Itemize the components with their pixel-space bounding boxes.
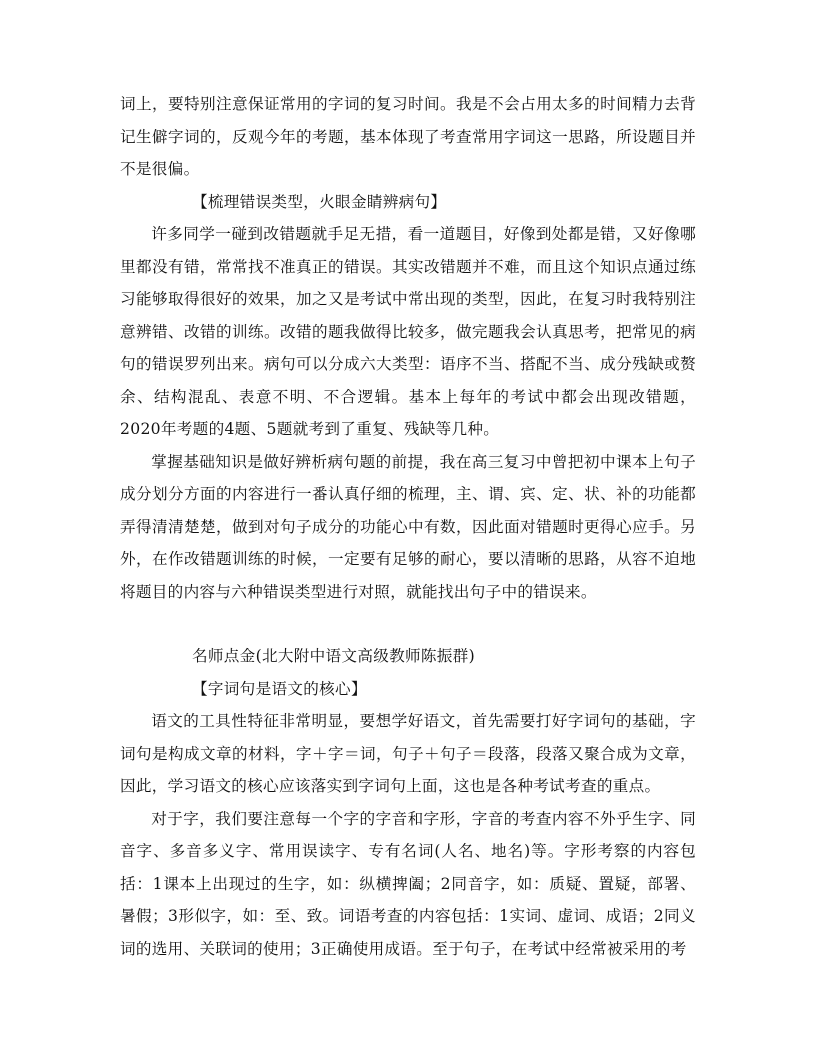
paragraph-2: 许多同学一碰到改错题就手足无措，看一道题目，好像到处都是错，又好像哪里都没有错，常常找不准真正的错误。其实改错题并不难，而且这个知识点通过练习能够取得很好的效果，加之又是考试中常出现的类型，因此，在复习时我特别注意辨错、改错的训练。改错的题我做得比较多，做完题我会认真思考，把常见的病句的错误罗列出来。病句可以分成六大类型：语序不当、搭配不当、成分残缺或赘余、结构混乱、表意不明、不合逻辑。基本上每年的考试中都会出现改错题，2020年考题的4题、5题就考到了重复、残缺等几种。 bbox=[120, 225, 696, 438]
section-heading-teacher-advice: 名师点金(北大附中语文高级教师陈振群) bbox=[192, 647, 475, 665]
section-heading-sentence-errors: 【梳理错误类型，火眼金睛辨病句】 bbox=[192, 192, 447, 211]
paragraph-4: 语文的工具性特征非常明显，要想学好语文，首先需要打好字词句的基础，字词句是构成文章的材料，字＋字＝词，句子＋句子＝段落，段落又聚合成为文章，因此，学习语文的核心应该落实到字词句上面，这也是各种考试考查的重点。 bbox=[120, 712, 696, 795]
paragraph-5: 对于字，我们要注意每一个字的字音和字形，字音的考查内容不外乎生字、同音字、多音多义字、常用误读字、专有名词(人名、地名)等。字形考察的内容包括：1课本上出现过的生字，如：纵横捭阖；2同音字，如：质疑、置疑，部署、暑假；3形似字，如：至、致。词语考查的内容包括：1实词、虚词、成语；2同义词的选用、关联词的使用；3正确使用成语。至于句子，在考试中经常被采用的考 bbox=[120, 809, 696, 958]
section-gap bbox=[120, 608, 696, 640]
paragraph-1: 词上，要特别注意保证常用的字词的复习时间。我是不会占用太多的时间精力去背记生僻字词的，反观今年的考题，基本体现了考查常用字词这一思路，所设题目并不是很偏。 bbox=[120, 95, 696, 178]
paragraph-3: 掌握基础知识是做好辨析病句题的前提，我在高三复习中曾把初中课本上句子成分划分方面的内容进行一番认真仔细的梳理，主、谓、宾、定、状、补的功能都弄得清清楚楚，做到对句子成分的功能心中有数，因此面对错题时更得心应手。另外，在作改错题训练的时候，一定要有足够的耐心，要以清晰的思路，从容不迫地将题目的内容与六种错误类型进行对照，就能找出句子中的错误来。 bbox=[120, 452, 696, 601]
document-body bbox=[120, 88, 696, 965]
section-heading-core: 【字词句是语文的核心】 bbox=[192, 679, 367, 698]
